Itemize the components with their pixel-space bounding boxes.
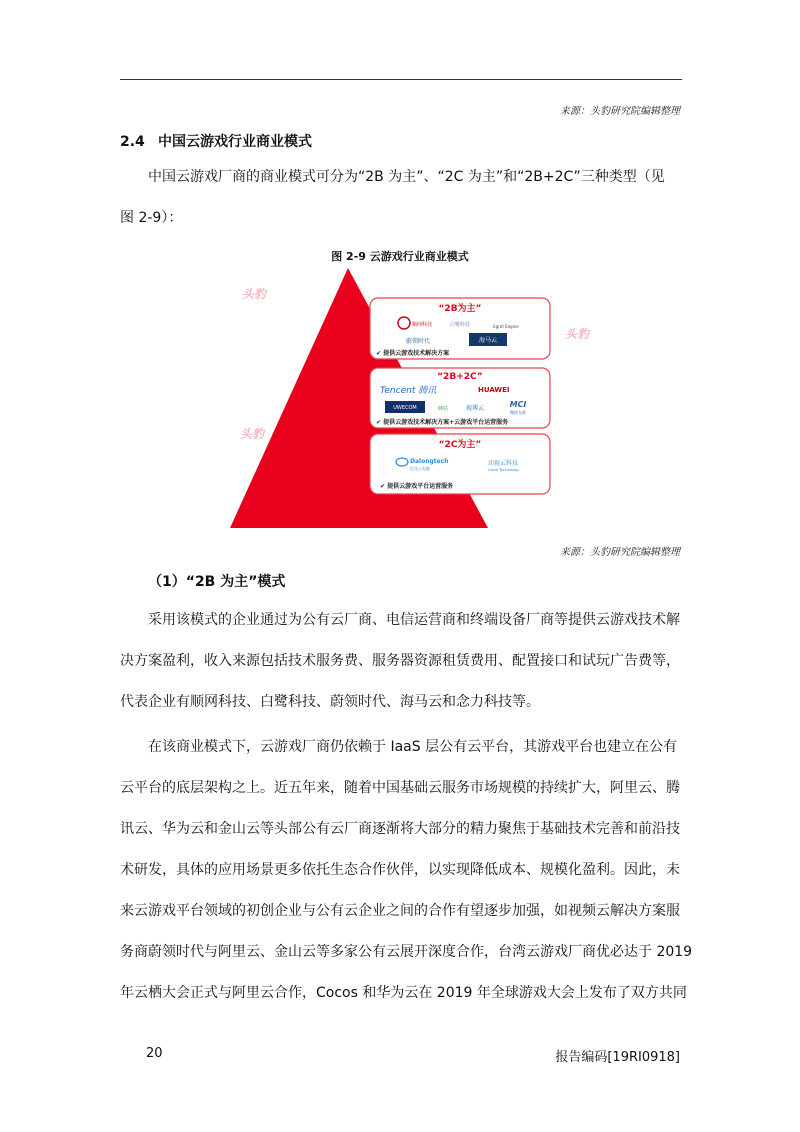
section-title: 中国云游戏行业商业模式 [158, 134, 312, 150]
logo-text: Egret Engine [493, 324, 519, 329]
model-box-caption: ✔ 提供云游戏平台运营服务 [380, 483, 454, 490]
subheading: （1）“2B 为主”模式 [148, 574, 286, 590]
report-code: 报告编码[19RI0918] [555, 1050, 680, 1065]
watermark: 头豹 [240, 427, 265, 441]
logo-text: 海马云 [478, 337, 498, 344]
logo-text: 达龙云电脑 [410, 466, 430, 471]
logo-text: 微核互联 [510, 410, 526, 415]
section-heading [120, 131, 312, 151]
source-note-top: 来源：头豹研究院编辑整理 [560, 106, 680, 117]
logo-text: Cloud Technology [488, 468, 519, 472]
paragraph-line: 云平台的底层架构之上。近五年来，随着中国基础云服务市场规模的持续扩大，阿里云、腾 [120, 780, 680, 796]
logo-text: 蔚领时代 [406, 338, 431, 345]
paragraph-line: 讯云、华为云和金山云等头部公有云厂商逐渐将大部分的精力聚焦于基础技术完善和前沿技 [120, 821, 680, 837]
logo-text: 白鹭科技 [449, 322, 471, 328]
watermark: 头豹 [565, 327, 590, 341]
paragraph-line: 决方案盈利，收入来源包括技术服务费、服务器资源租赁费用、配置接口和试玩广告费等， [120, 653, 680, 669]
model-box-caption: ✔ 提供云游戏技术解决方案 [376, 350, 450, 357]
logo-text: 咪咕 [437, 406, 449, 412]
model-box-label: “2B+2C” [437, 372, 483, 382]
model-box-label: “2B为主” [438, 304, 482, 314]
model-box-label: “2C为主” [438, 440, 482, 450]
intro-paragraph [120, 157, 682, 239]
logo-text: 动视云科技 [488, 460, 519, 467]
paragraph-line: 来云游戏平台领域的初创企业与公有云企业之间的合作有望逐步加强，如视频云解决方案服 [120, 903, 680, 919]
logo-text: HUAWEI [478, 386, 510, 394]
paragraph-line: 采用该模式的企业通过为公有云厂商、电信运营商和终端设备厂商等提供云游戏技术解 [148, 612, 680, 628]
logo-text: Tencent 腾讯 [380, 386, 437, 396]
intro-line: 中国云游戏厂商的商业模式可分为“2B 为主”、“2C 为主”和“2B+2C”三种类型（见 [148, 169, 665, 185]
logo-text: MCI [509, 400, 527, 409]
paragraph-line: 年云栖大会正式与阿里云合作，Cocos 和华为云在 2019 年全球游戏大会上发布了双方共同 [120, 985, 687, 1001]
logo-text: 视博云 [465, 405, 485, 412]
model-box-caption: ✔ 提供云游戏技术解决方案+云游戏平台运营服务 [376, 419, 509, 426]
section-number: 2.4 [120, 134, 145, 150]
source-note-figure: 来源：头豹研究院编辑整理 [560, 547, 680, 558]
logo-text: UWECOM [393, 405, 417, 411]
model-box-2b [370, 298, 550, 359]
model-box-2c [370, 434, 550, 494]
business-model-figure [220, 268, 590, 530]
page-number: 20 [146, 1046, 163, 1061]
header-rule [120, 79, 682, 80]
logo-text: Dalongtech [410, 458, 449, 465]
paragraph-line: 在该商业模式下，云游戏厂商仍依赖于 IaaS 层公有云平台，其游戏平台也建立在公有 [148, 739, 678, 755]
paragraph-line: 务商蔚领时代与阿里云、金山云等多家公有云展开深度合作，台湾云游戏厂商优必达于 2019 [120, 944, 693, 960]
figure-title: 图 2-9 云游戏行业商业模式 [331, 250, 469, 263]
intro-line: 图 2-9）： [120, 210, 183, 226]
paragraph-2b-model [120, 600, 682, 723]
logo-text: 顺网科技 [412, 322, 433, 328]
watermark: 头豹 [242, 287, 267, 301]
paragraph-iaas [120, 727, 693, 1014]
paragraph-line: 术研发，具体的应用场景更多依托生态合作伙伴，以实现降低成本、规模化盈利。因此，未 [120, 862, 680, 878]
paragraph-line: 代表企业有顺网科技、白鹭科技、蔚领时代、海马云和念力科技等。 [120, 694, 540, 710]
model-box-2b2c [370, 368, 550, 428]
